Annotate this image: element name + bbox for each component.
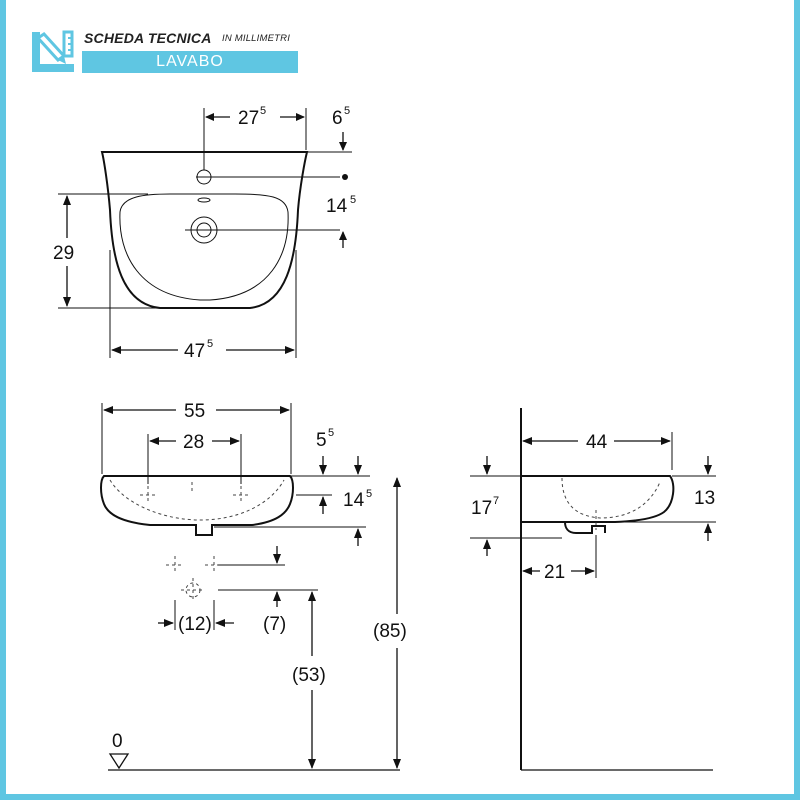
header-band-label: LAVABO <box>156 53 224 70</box>
dim-side-left-height-sup: 7 <box>493 495 500 507</box>
dim-top-width: 27 <box>238 108 260 129</box>
dim-front-fixing-spacing: (12) <box>178 614 212 635</box>
dim-front-right-mid-sup: 5 <box>366 488 373 500</box>
dim-side-drain-offset: 21 <box>544 562 566 583</box>
tap-hole-marker <box>342 174 348 180</box>
dim-front-right-top: 5 <box>316 430 327 451</box>
dim-top-right-sup: 5 <box>344 105 351 117</box>
dim-front-total-width: 55 <box>184 401 206 422</box>
dim-front-right-top-sup: 5 <box>328 427 335 439</box>
dim-top-width-sup: 5 <box>260 105 267 117</box>
dim-front-total-height: (85) <box>373 621 407 642</box>
dim-front-right-mid: 14 <box>343 490 365 511</box>
dim-front-fixing-height: (53) <box>292 665 326 686</box>
floor-level-label: 0 <box>112 731 123 752</box>
dim-top-bottom-width: 47 <box>184 341 206 362</box>
header-title: SCHEDA TECNICA <box>84 30 212 46</box>
dim-top-depth: 29 <box>53 243 75 264</box>
header-subtitle: IN MILLIMETRI <box>222 33 291 44</box>
dim-top-mid-sup: 5 <box>350 194 357 206</box>
dim-top-mid: 14 <box>326 196 348 217</box>
dim-top-bottom-width-sup: 5 <box>207 338 214 350</box>
front-basin-outline <box>101 476 293 535</box>
dim-top-right: 6 <box>332 108 343 129</box>
front-tap-marks <box>140 482 249 504</box>
front-fixing-marks <box>166 556 223 602</box>
dim-side-depth: 44 <box>586 432 608 453</box>
side-view <box>470 408 716 770</box>
dim-side-right-height: 13 <box>694 488 716 509</box>
top-view <box>53 105 356 362</box>
front-view <box>101 401 407 770</box>
floor-level-symbol <box>110 754 128 768</box>
top-inner-bowl <box>120 194 288 300</box>
dim-front-holes: 28 <box>183 432 205 453</box>
side-basin-outline <box>521 476 673 522</box>
dim-front-fixing-offset: (7) <box>263 614 287 635</box>
dim-side-left-height: 17 <box>471 498 493 519</box>
